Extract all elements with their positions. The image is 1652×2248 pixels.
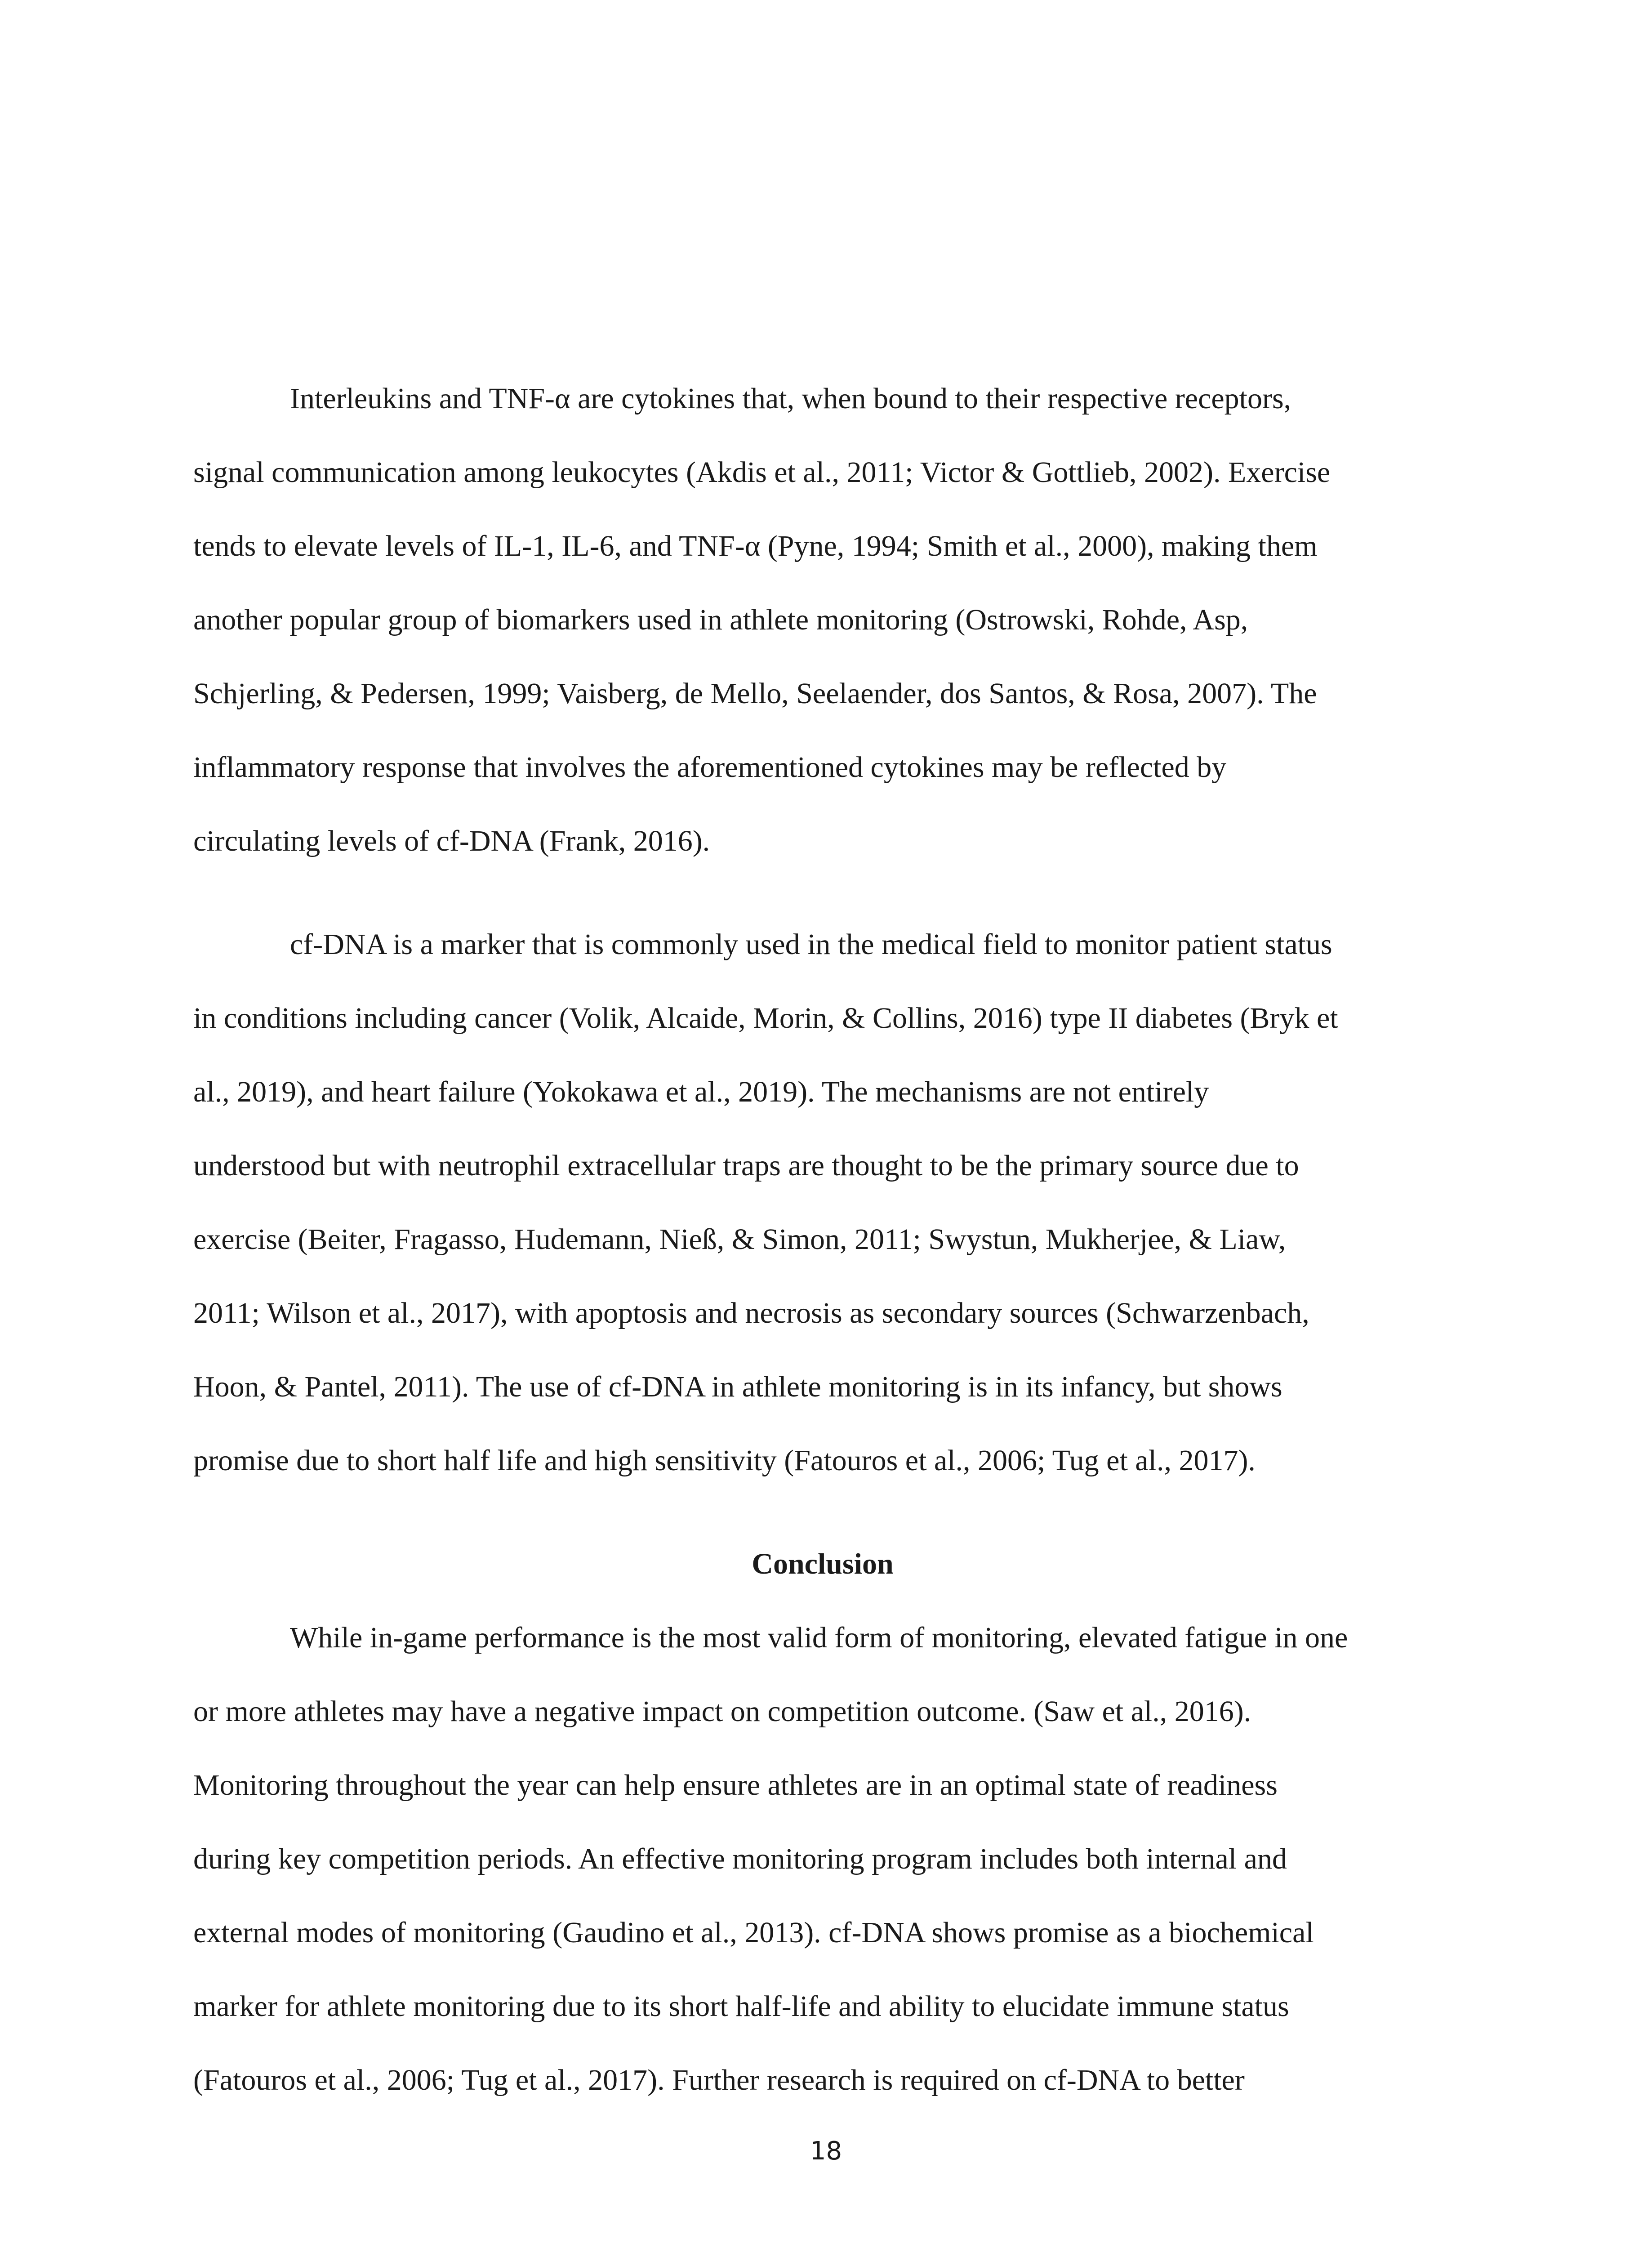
text-line: during key competition periods. An effective monitoring program includes both internal and [193,1842,1287,1875]
paragraph-cf-dna [193,908,1452,1498]
text-line: circulating levels of cf-DNA (Frank, 2016). [193,825,710,857]
text-line: promise due to short half life and high sensitivity (Fatouros et al., 2006; Tug et al., 2017). [193,1444,1256,1477]
text-line: Schjerling, & Pedersen, 1999; Vaisberg, de Mello, Seelaender, dos Santos, & Rosa, 2007). The [193,677,1317,710]
section-heading-conclusion: Conclusion [752,1548,894,1580]
text-line: al., 2019), and heart failure (Yokokawa et al., 2019). The mechanisms are not entirely [193,1075,1209,1108]
text-line: 2011; Wilson et al., 2017), with apoptosis and necrosis as secondary sources (Schwarzenbach, [193,1297,1309,1329]
text-line: (Fatouros et al., 2006; Tug et al., 2017). Further research is required on cf-DNA to better [193,2064,1245,2096]
text-line: exercise (Beiter, Fragasso, Hudemann, Nieß, & Simon, 2011; Swystun, Mukherjee, & Liaw, [193,1223,1286,1256]
paragraph-conclusion [193,1601,1452,2117]
text-line: Hoon, & Pantel, 2011). The use of cf-DNA in athlete monitoring is in its infancy, but shows [193,1370,1282,1403]
page-number: 18 [810,2136,842,2166]
text-line: signal communication among leukocytes (Akdis et al., 2011; Victor & Gottlieb, 2002). Exercise [193,456,1331,489]
body-text [193,362,1452,2147]
text-line: inflammatory response that involves the aforementioned cytokines may be reflected by [193,751,1227,784]
text-line: in conditions including cancer (Volik, Alcaide, Morin, & Collins, 2016) type II diabetes (Bryk et [193,1002,1338,1035]
text-line: cf-DNA is a marker that is commonly used in the medical field to monitor patient status [290,928,1332,961]
text-line: While in-game performance is the most valid form of monitoring, elevated fatigue in one [290,1621,1348,1654]
text-line: tends to elevate levels of IL-1, IL-6, and TNF-α (Pyne, 1994; Smith et al., 2000), making them [193,530,1318,562]
text-line: or more athletes may have a negative impact on competition outcome. (Saw et al., 2016). [193,1695,1251,1728]
paragraph-cytokines [193,362,1452,878]
text-line: Interleukins and TNF-α are cytokines that, when bound to their respective receptors, [290,382,1291,415]
text-line: Monitoring throughout the year can help ensure athletes are in an optimal state of readiness [193,1769,1278,1802]
text-line: marker for athlete monitoring due to its short half-life and ability to elucidate immune status [193,1990,1289,2023]
text-line: another popular group of biomarkers used in athlete monitoring (Ostrowski, Rohde, Asp, [193,603,1248,636]
text-line: external modes of monitoring (Gaudino et al., 2013). cf-DNA shows promise as a biochemical [193,1916,1314,1949]
text-line: understood but with neutrophil extracellular traps are thought to be the primary source due to [193,1149,1299,1182]
